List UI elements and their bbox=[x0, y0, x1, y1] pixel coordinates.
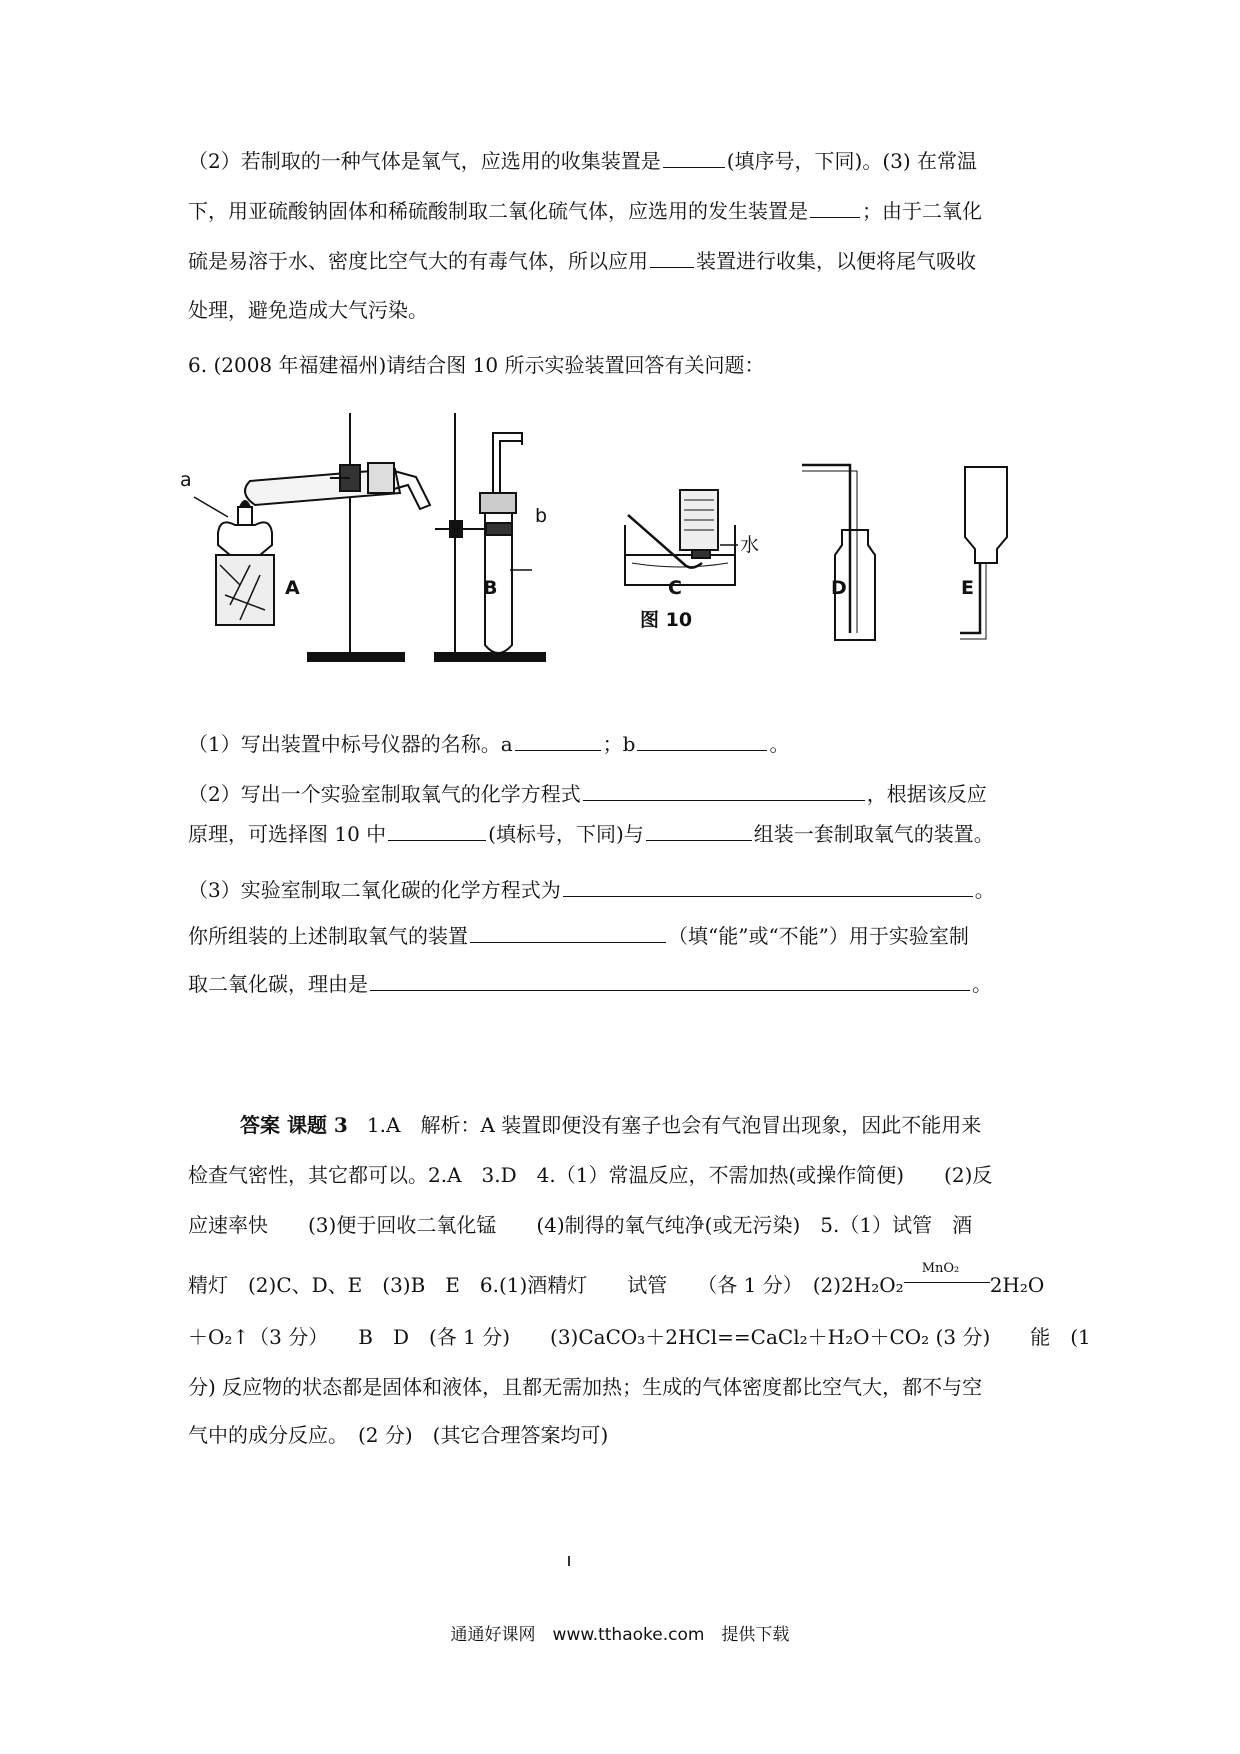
label-c: C bbox=[668, 577, 682, 599]
apparatus-drawing bbox=[180, 405, 1140, 705]
answers-line-3: 应速率快 (3)便于回收二氧化锰 (4)制得的氧气纯净(或无污染) 5.（1）试管 酒 bbox=[188, 1213, 973, 1237]
blank-collector bbox=[646, 818, 752, 841]
q6-part-3-line-2: 你所组装的上述制取氧气的装置 （填“能”或“不能”）用于实验室制 bbox=[188, 920, 969, 951]
blank-o2-equation bbox=[583, 778, 865, 801]
blank-reason bbox=[370, 968, 970, 991]
apparatus-e-drawing bbox=[960, 467, 1007, 639]
blank-collect-device bbox=[663, 145, 725, 168]
apparatus-a-drawing bbox=[194, 413, 430, 661]
q5-line-4: 处理，避免造成大气污染。 bbox=[188, 298, 428, 322]
label-a: A bbox=[285, 577, 300, 599]
blank-b bbox=[637, 728, 767, 751]
q6-part-2-line-2: 原理，可选择图 10 中 (填标号，下同)与 组装一套制取氧气的装置。 bbox=[188, 818, 994, 849]
q5-line-3: 硫是易溶于水、密度比空气大的有毒气体，所以应用 装置进行收集，以便将尾气吸收 bbox=[188, 245, 976, 276]
answers-line-2: 检查气密性，其它都可以。2.A 3.D 4.（1）常温反应，不需加热(或操作简便) (2)反 bbox=[188, 1163, 993, 1187]
answers-line-1: 答案 课题 3 1.A 解析：A 装置即便没有塞子也会有气泡冒出现象，因此不能用来 bbox=[240, 1113, 982, 1137]
q6-part-3-line-1: （3）实验室制取二氧化碳的化学方程式为 。 bbox=[188, 874, 995, 905]
answers-line-4: 精灯 (2)C、D、E (3)B E 6.(1)酒精灯 试管 （各 1 分） (2)2H₂O₂ MnO₂ 2H₂O bbox=[188, 1261, 1045, 1297]
answers-line-6: 分) 反应物的状态都是固体和液体，且都无需加热；生成的气体密度都比空气大，都不与空 bbox=[188, 1375, 983, 1399]
q6-part-3-line-3: 取二氧化碳，理由是 。 bbox=[188, 968, 992, 999]
label-b: B bbox=[483, 577, 498, 599]
callout-a: a bbox=[180, 469, 192, 491]
callout-b: b bbox=[535, 505, 548, 527]
figure-caption: 图 10 bbox=[640, 609, 693, 631]
answers-heading: 答案 课题 3 bbox=[240, 1113, 348, 1137]
blank-can-or-cannot bbox=[470, 920, 666, 943]
blank-collect-so2 bbox=[650, 245, 694, 268]
apparatus-d-drawing bbox=[802, 465, 875, 640]
q5-line-1: （2）若制取的一种气体是氧气，应选用的收集装置是 (填序号，下同)。(3) 在常温 bbox=[188, 145, 977, 176]
q6-part-2-line-1: （2）写出一个实验室制取氧气的化学方程式 ，根据该反应 bbox=[188, 778, 987, 809]
blank-generator bbox=[388, 818, 486, 841]
answers-line-7: 气中的成分反应。 (2 分) (其它合理答案均可) bbox=[188, 1423, 609, 1447]
label-e: E bbox=[961, 577, 974, 599]
apparatus-b-drawing bbox=[435, 413, 548, 661]
answers-line-5: ＋O₂↑（3 分） B D (各 1 分) (3)CaCO₃＋2HCl==CaCl₂＋H₂O＋CO₂ (3 分) 能 (1 bbox=[188, 1325, 1091, 1349]
catalyst-arrow: MnO₂ bbox=[904, 1268, 990, 1292]
page-mark bbox=[568, 1556, 570, 1566]
q6-stem: 6. (2008 年福建福州)请结合图 10 所示实验装置回答有关问题： bbox=[188, 353, 765, 377]
blank-generator-device bbox=[810, 195, 860, 218]
q6-part-1: （1）写出装置中标号仪器的名称。a ；b 。 bbox=[188, 728, 789, 759]
figure-10 bbox=[180, 405, 1140, 705]
label-d: D bbox=[831, 577, 847, 599]
footer-text: 通通好课网 www.tthaoke.com 提供下载 bbox=[450, 1625, 790, 1645]
q5-line-2: 下，用亚硫酸钠固体和稀硫酸制取二氧化硫气体，应选用的发生装置是 ；由于二氧化 bbox=[188, 195, 982, 226]
blank-a bbox=[515, 728, 601, 751]
blank-co2-equation bbox=[563, 874, 973, 897]
callout-water: 水 bbox=[740, 534, 760, 556]
apparatus-c-drawing bbox=[625, 490, 738, 585]
